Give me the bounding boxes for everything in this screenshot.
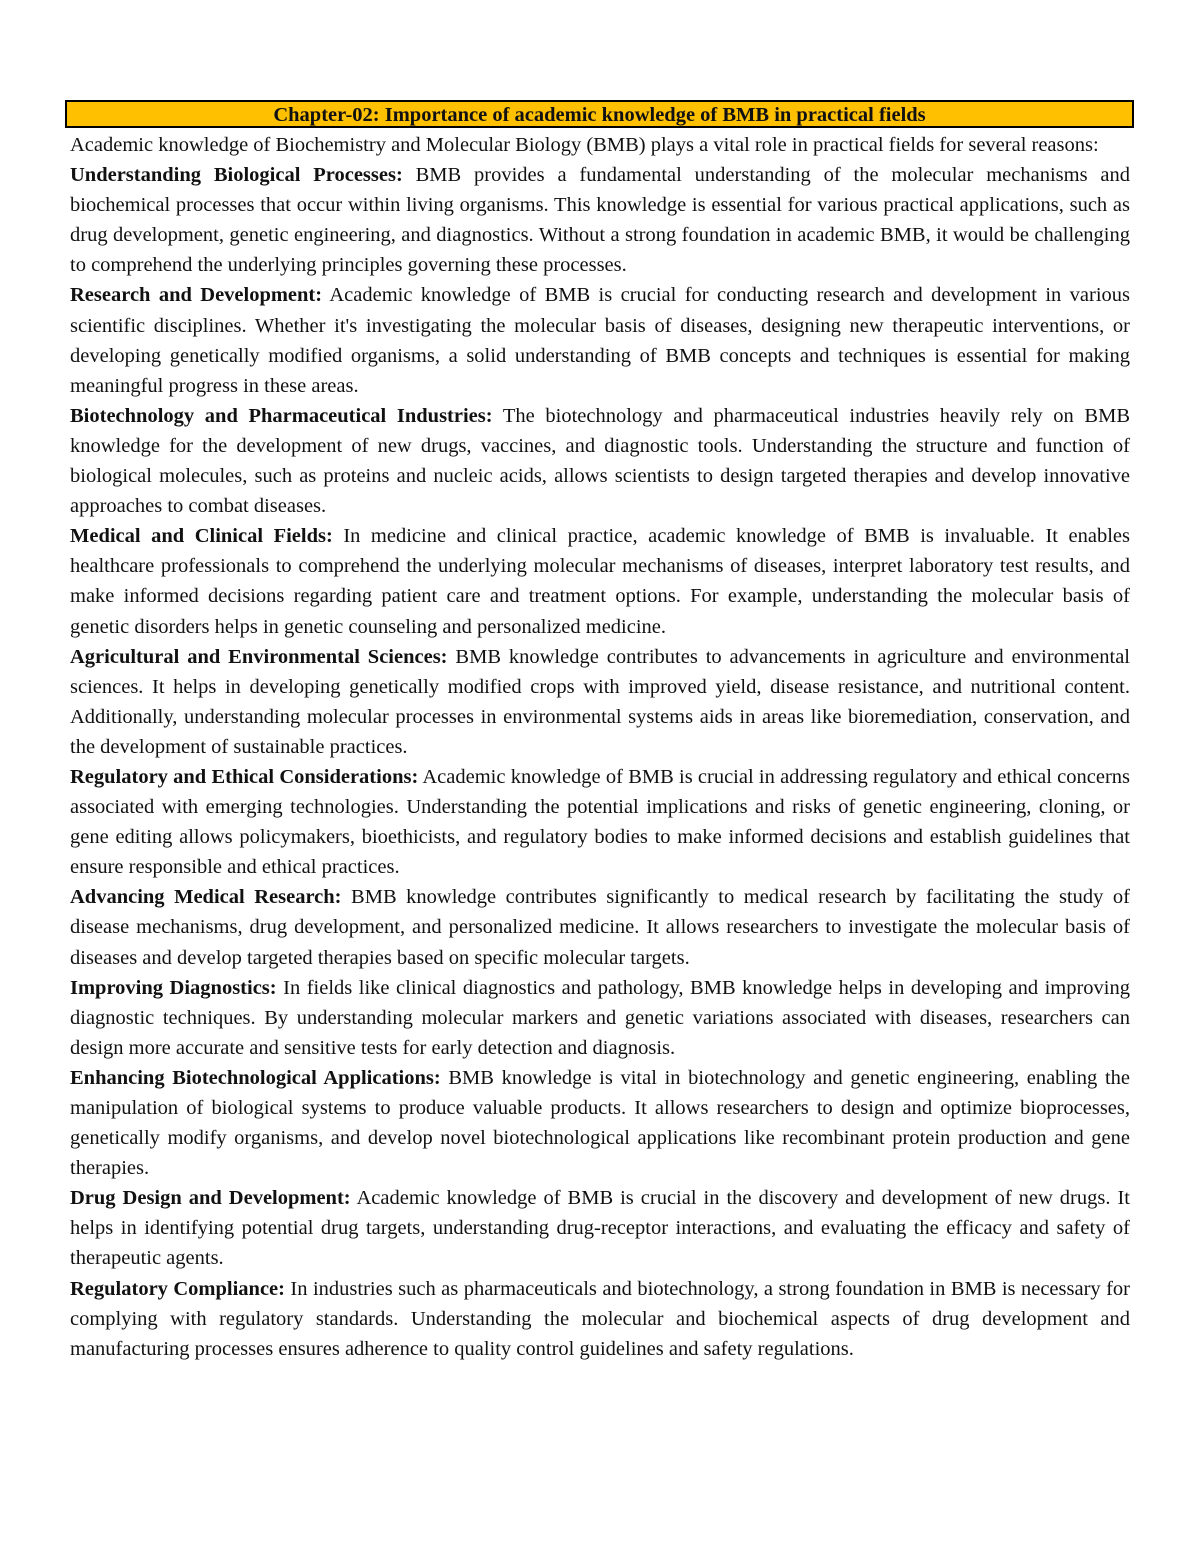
section-text: In industries such as pharmaceuticals and biotechnology, a strong foundation in BMB is necessary for complying with regulatory standards. Understanding the molecular and biochemical aspects of drug development and manufacturing processes ensures adherence to quality control guidelines and safety regulations. xyxy=(70,1277,1130,1360)
section-text: Academic knowledge of BMB is crucial in the discovery and development of new drugs. It helps in identifying potential drug targets, understanding drug-receptor interactions, and evaluating the efficacy and safety of therapeutic agents. xyxy=(70,1187,1130,1270)
section-term: Understanding Biological Processes: xyxy=(70,164,403,187)
section-text: Academic knowledge of BMB is crucial in addressing regulatory and ethical concerns associated with emerging technologies. Understanding the potential implications and risks of genetic engineering, cloning, or gene editing allows policymakers, bioethicists, and regulatory bodies to make informed decisions and establish guidelines that ensure responsible and ethical practices. xyxy=(70,765,1130,879)
section-text: In medicine and clinical practice, academic knowledge of BMB is invaluable. It enables healthcare professionals to comprehend the underlying molecular mechanisms of diseases, interpret laboratory test results, and make informed decisions regarding patient care and treatment options. For example, understanding the molecular basis of genetic disorders helps in genetic counseling and personalized medicine. xyxy=(70,525,1130,638)
section-paragraph xyxy=(70,521,1130,641)
section-paragraph xyxy=(70,280,1130,400)
section-term: Enhancing Biotechnological Applications: xyxy=(70,1066,441,1089)
section-paragraph xyxy=(70,401,1130,521)
section-term: Regulatory Compliance: xyxy=(70,1277,285,1300)
section-paragraph xyxy=(70,1063,1130,1183)
section-paragraph xyxy=(70,882,1130,972)
section-text: Academic knowledge of BMB is crucial for conducting research and development in various scientific disciplines. Whether it's investigating the molecular basis of diseases, designing new therapeutic interventions, or developing genetically modified organisms, a solid understanding of BMB concepts and techniques is essential for making meaningful progress in these areas. xyxy=(70,284,1130,397)
section-text: The biotechnology and pharmaceutical industries heavily rely on BMB knowledge for the development of new drugs, vaccines, and diagnostic tools. Understanding the structure and function of biological molecules, such as proteins and nucleic acids, allows scientists to design targeted therapies and develop innovative approaches to combat diseases. xyxy=(70,404,1130,518)
section-term: Biotechnology and Pharmaceutical Industries: xyxy=(70,404,493,427)
section-term: Drug Design and Development: xyxy=(70,1187,351,1210)
section-text: In fields like clinical diagnostics and pathology, BMB knowledge helps in developing and improving diagnostic techniques. By understanding molecular markers and genetic variations associated with diseases, researchers can design more accurate and sensitive tests for early detection and diagnosis. xyxy=(70,976,1130,1059)
section-paragraph xyxy=(70,1183,1130,1273)
section-text: BMB knowledge contributes significantly to medical research by facilitating the study of disease mechanisms, drug development, and personalized medicine. It allows researchers to investigate the molecular basis of diseases and develop targeted therapies based on specific molecular targets. xyxy=(70,886,1130,969)
section-paragraph xyxy=(70,762,1130,882)
section-term: Medical and Clinical Fields: xyxy=(70,525,333,548)
section-term: Advancing Medical Research: xyxy=(70,886,342,909)
section-paragraph xyxy=(70,973,1130,1063)
intro-paragraph: Academic knowledge of Biochemistry and Molecular Biology (BMB) plays a vital role in practical fields for several reasons: xyxy=(70,134,1099,156)
document-page xyxy=(70,100,1130,1364)
section-term: Agricultural and Environmental Sciences: xyxy=(70,645,448,668)
section-paragraph xyxy=(70,160,1130,280)
chapter-title: Chapter-02: Importance of academic knowledge of BMB in practical fields xyxy=(65,100,1134,128)
section-text: BMB provides a fundamental understanding of the molecular mechanisms and biochemical processes that occur within living organisms. This knowledge is essential for various practical applications, such as drug development, genetic engineering, and diagnostics. Without a strong foundation in academic BMB, it would be challenging to comprehend the underlying principles governing these processes. xyxy=(70,164,1130,277)
section-text: BMB knowledge is vital in biotechnology and genetic engineering, enabling the manipulation of biological systems to produce valuable products. It allows researchers to design and optimize bioprocesses, genetically modify organisms, and develop novel biotechnological applications like recombinant protein production and gene therapies. xyxy=(70,1066,1130,1180)
section-term: Regulatory and Ethical Considerations: xyxy=(70,765,419,788)
section-term: Research and Development: xyxy=(70,284,323,307)
section-text: BMB knowledge contributes to advancements in agriculture and environmental sciences. It helps in developing genetically modified crops with improved yield, disease resistance, and nutritional content. Additionally, understanding molecular processes in environmental systems aids in areas like bioremediation, conservation, and the development of sustainable practices. xyxy=(70,645,1130,758)
section-paragraph xyxy=(70,1274,1130,1364)
section-paragraph xyxy=(70,642,1130,762)
section-term: Improving Diagnostics: xyxy=(70,976,277,999)
